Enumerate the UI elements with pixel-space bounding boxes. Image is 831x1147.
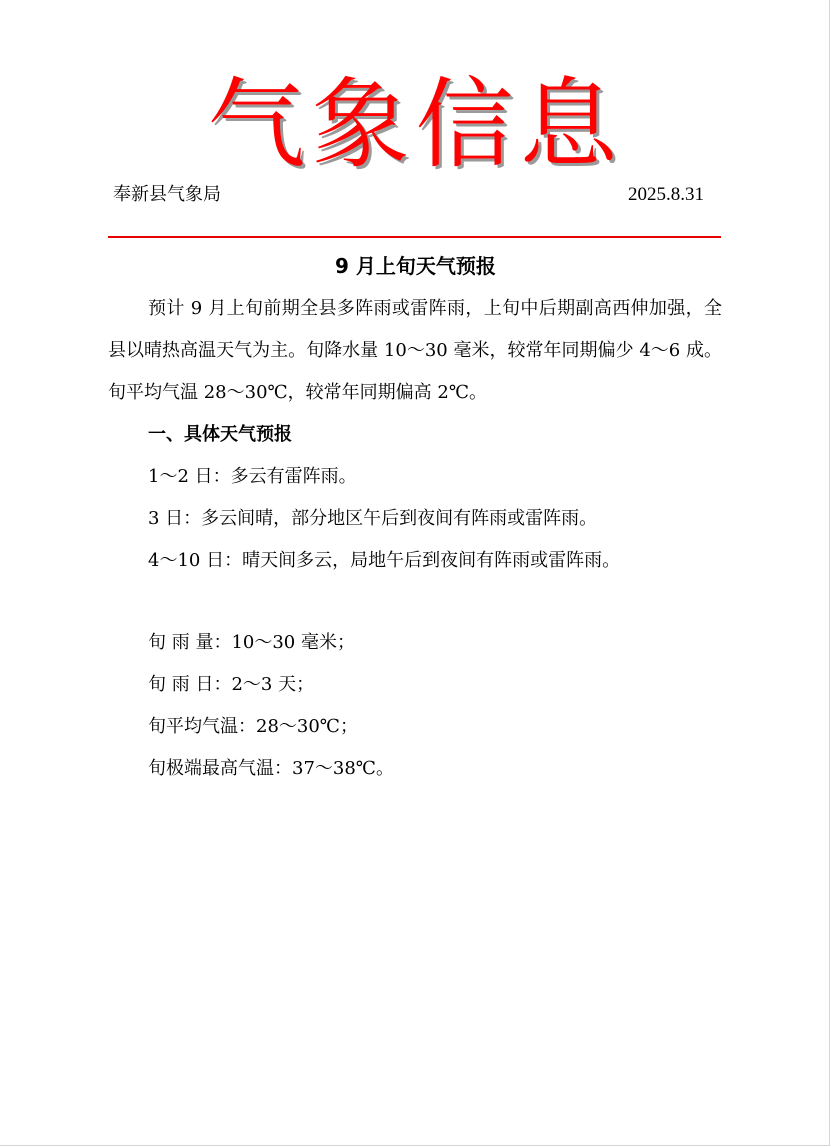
forecast-day-line: 4～10 日：晴天间多云，局地午后到夜间有阵雨或雷阵雨。 — [148, 550, 621, 571]
blank-line — [108, 582, 722, 622]
header-divider — [108, 236, 721, 238]
forecast-day-line: 3 日：多云间晴，部分地区午后到夜间有阵雨或雷阵雨。 — [148, 508, 598, 529]
forecast-day-line: 1～2 日：多云有雷阵雨。 — [148, 466, 357, 487]
summary-rainfall: 旬 雨 量：10～30 毫米； — [148, 632, 355, 653]
document-body — [108, 288, 722, 790]
summary-mean-temp: 旬平均气温：28～30℃； — [148, 716, 358, 737]
summary-rain-days: 旬 雨 日：2～3 天； — [148, 674, 315, 695]
masthead-title: 气象信息 — [207, 68, 624, 182]
issuing-agency: 奉新县气象局 — [113, 184, 221, 205]
intro-paragraph: 预计 9 月上旬前期全县多阵雨或雷阵雨，上旬中后期副高西伸加强，全县以晴热高温天气为主。旬降水量 10～30 毫米，较常年同期偏少 4～6 成。旬平均气温 28～30℃，较常年同期偏高 2℃。 — [108, 298, 722, 403]
summary-max-temp: 旬极端最高气温：37～38℃。 — [148, 758, 394, 779]
document-title: 9 月上旬天气预报 — [335, 254, 496, 278]
section-heading: 一、具体天气预报 — [148, 424, 292, 445]
issue-date: 2025.8.31 — [628, 184, 704, 205]
